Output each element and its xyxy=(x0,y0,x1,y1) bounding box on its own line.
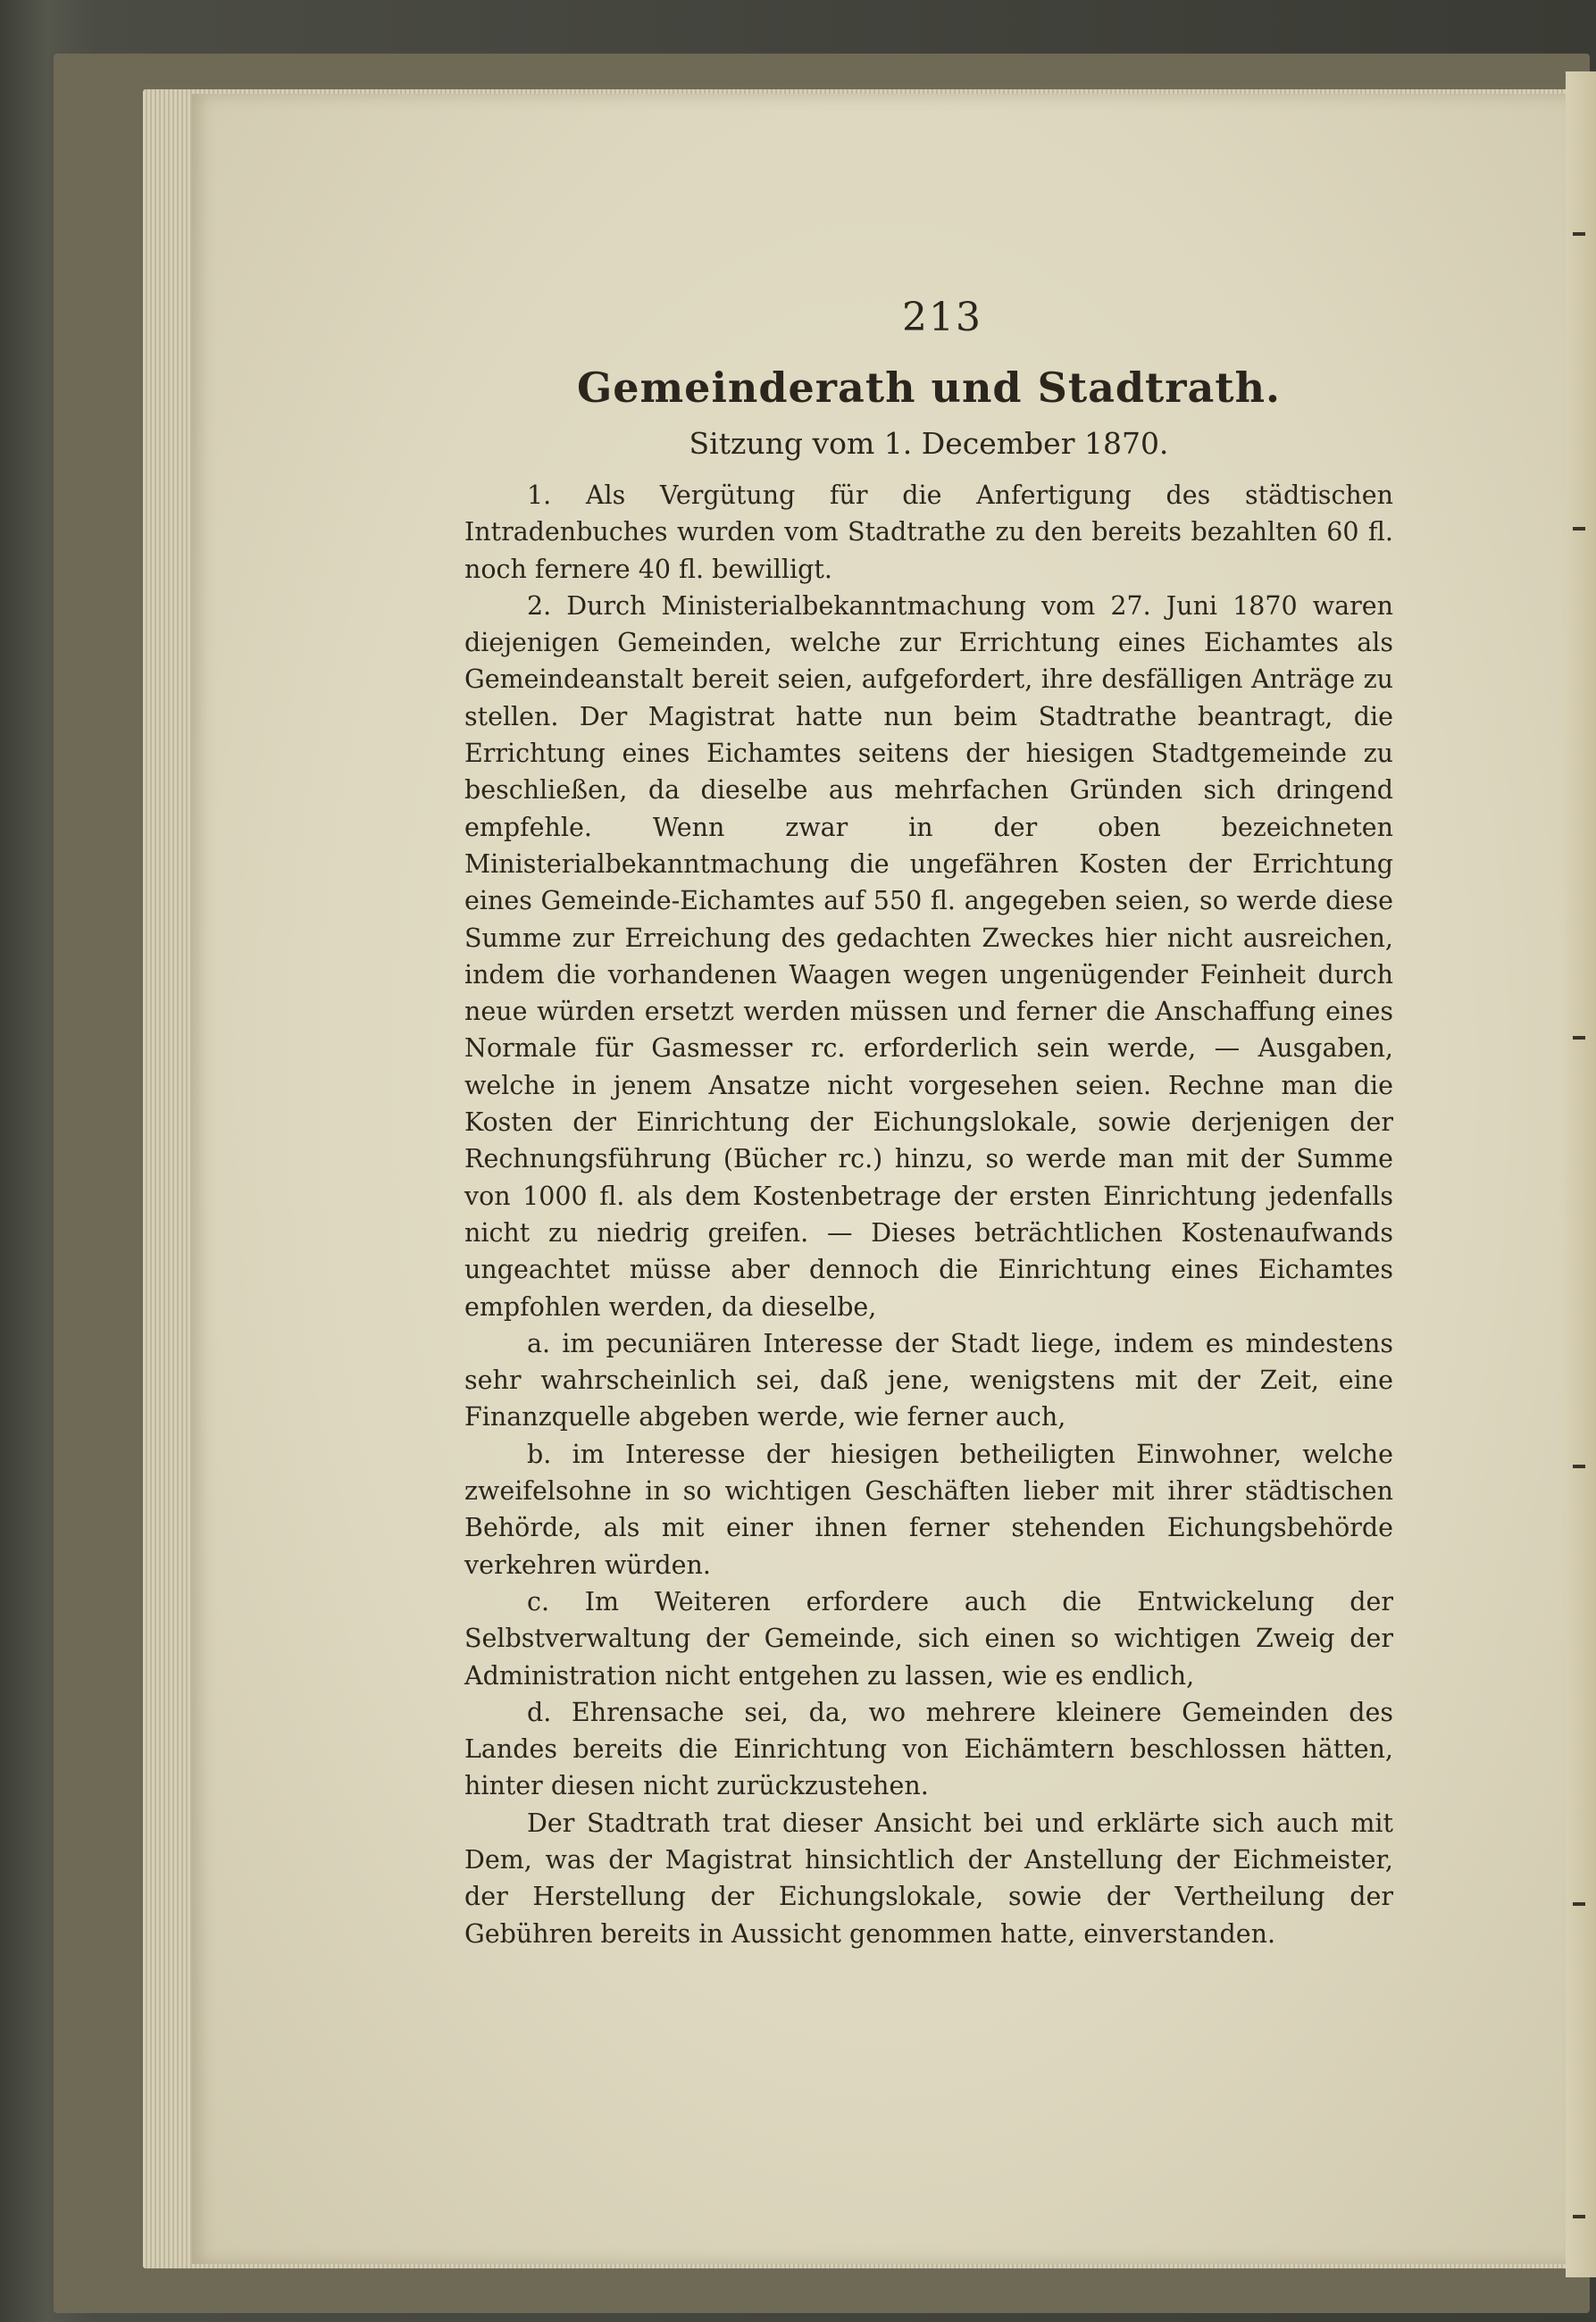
paragraph-item-b: b. im Interesse der hiesigen betheiligten Einwohner, welche zweifelsohne in so wichtigen Geschäften lieber mit ihrer städtischen Behörde, als mit einer ihnen ferner stehenden Eichungsbehörde verkehren würden. xyxy=(464,1439,1393,1580)
bleed-mark xyxy=(1573,1902,1585,1906)
paragraph-1: 1. Als Vergütung für die Anfertigung des städtischen Intradenbuches wurden vom Stadtrathe zu den bereits bezahlten 60 fl. noch fernere 40 fl. bewilligt. xyxy=(464,480,1393,584)
paragraph-item-d: d. Ehrensache sei, da, wo mehrere kleinere Gemeinden des Landes bereits die Einrichtung von Eichämtern beschlossen hätten, hinter diesen nicht zurückzustehen. xyxy=(464,1697,1393,1801)
bleed-mark xyxy=(1573,527,1585,530)
bleed-mark xyxy=(1573,1036,1585,1040)
bleed-mark xyxy=(1573,1465,1585,1468)
page-text-block xyxy=(464,295,1393,1952)
session-date: Sitzung vom 1. December 1870. xyxy=(689,426,1169,461)
bleed-mark xyxy=(1573,232,1585,236)
paragraph-item-a: a. im pecuniären Interesse der Stadt liege, indem es mindestens sehr wahrscheinlich sei, daß jene, wenigstens mit der Zeit, eine Finanzquelle abgeben werde, wie ferner auch, xyxy=(464,1328,1393,1432)
paragraph-item-c: c. Im Weiteren erfordere auch die Entwickelung der Selbstverwaltung der Gemeinde, sich einen so wichtigen Zweig der Administration nicht entgehen zu lassen, wie es endlich, xyxy=(464,1586,1393,1691)
paragraph-2: 2. Durch Ministerialbekanntmachung vom 27. Juni 1870 waren diejenigen Gemeinden, welche zur Errichtung eines Eichamtes als Gemeindeanstalt bereit seien, aufgefordert, ihre desfälligen Anträge zu stellen. Der Magistrat hatte nun beim Stadtrathe beantragt, die Errichtung eines Eichamtes seitens der hiesigen Stadtgemeinde zu beschließen, da dieselbe aus mehrfachen Gründen sich dringend empfehle. Wenn zwar in der oben bezeichneten Ministerialbekanntmachung die ungefähren Kosten der Errichtung eines Gemeinde-Eichamtes auf 550 fl. angegeben seien, so werde diese Summe zur Erreichung des gedachten Zweckes hier nicht ausreichen, indem die vorhandenen Waagen wegen ungenügender Feinheit durch neue würden ersetzt werden müssen und ferner die Anschaffung eines Normale für Gasmesser rc. erforderlich sein werde, — Ausgaben, welche in jenem Ansatze nicht vorgesehen seien. Rechne man die Kosten der Einrichtung der Eichungslokale, sowie derjenigen der Rechnungsführung (Bücher rc.) hinzu, so werde man mit der Summe von 1000 fl. als dem Kostenbetrage der ersten Einrichtung jedenfalls nicht zu niedrig greifen. — Dieses beträchtlichen Kostenaufwands ungeachtet müsse aber dennoch die Einrichtung eines Eichamtes empfohlen werden, da dieselbe, xyxy=(464,590,1393,1322)
section-title: Gemeinderath und Stadtrath. xyxy=(576,363,1282,412)
page-number: 213 xyxy=(902,295,982,340)
bleed-mark xyxy=(1573,2215,1585,2218)
paragraph-conclusion: Der Stadtrath trat dieser Ansicht bei und erklärte sich auch mit Dem, was der Magistrat hinsichtlich der Anstellung der Eichmeister, der Herstellung der Eichungslokale, sowie der Vertheilung der Gebühren bereits in Aussicht genommen hatte, einverstanden. xyxy=(464,1808,1393,1949)
facing-page-edge xyxy=(1566,71,1596,2277)
